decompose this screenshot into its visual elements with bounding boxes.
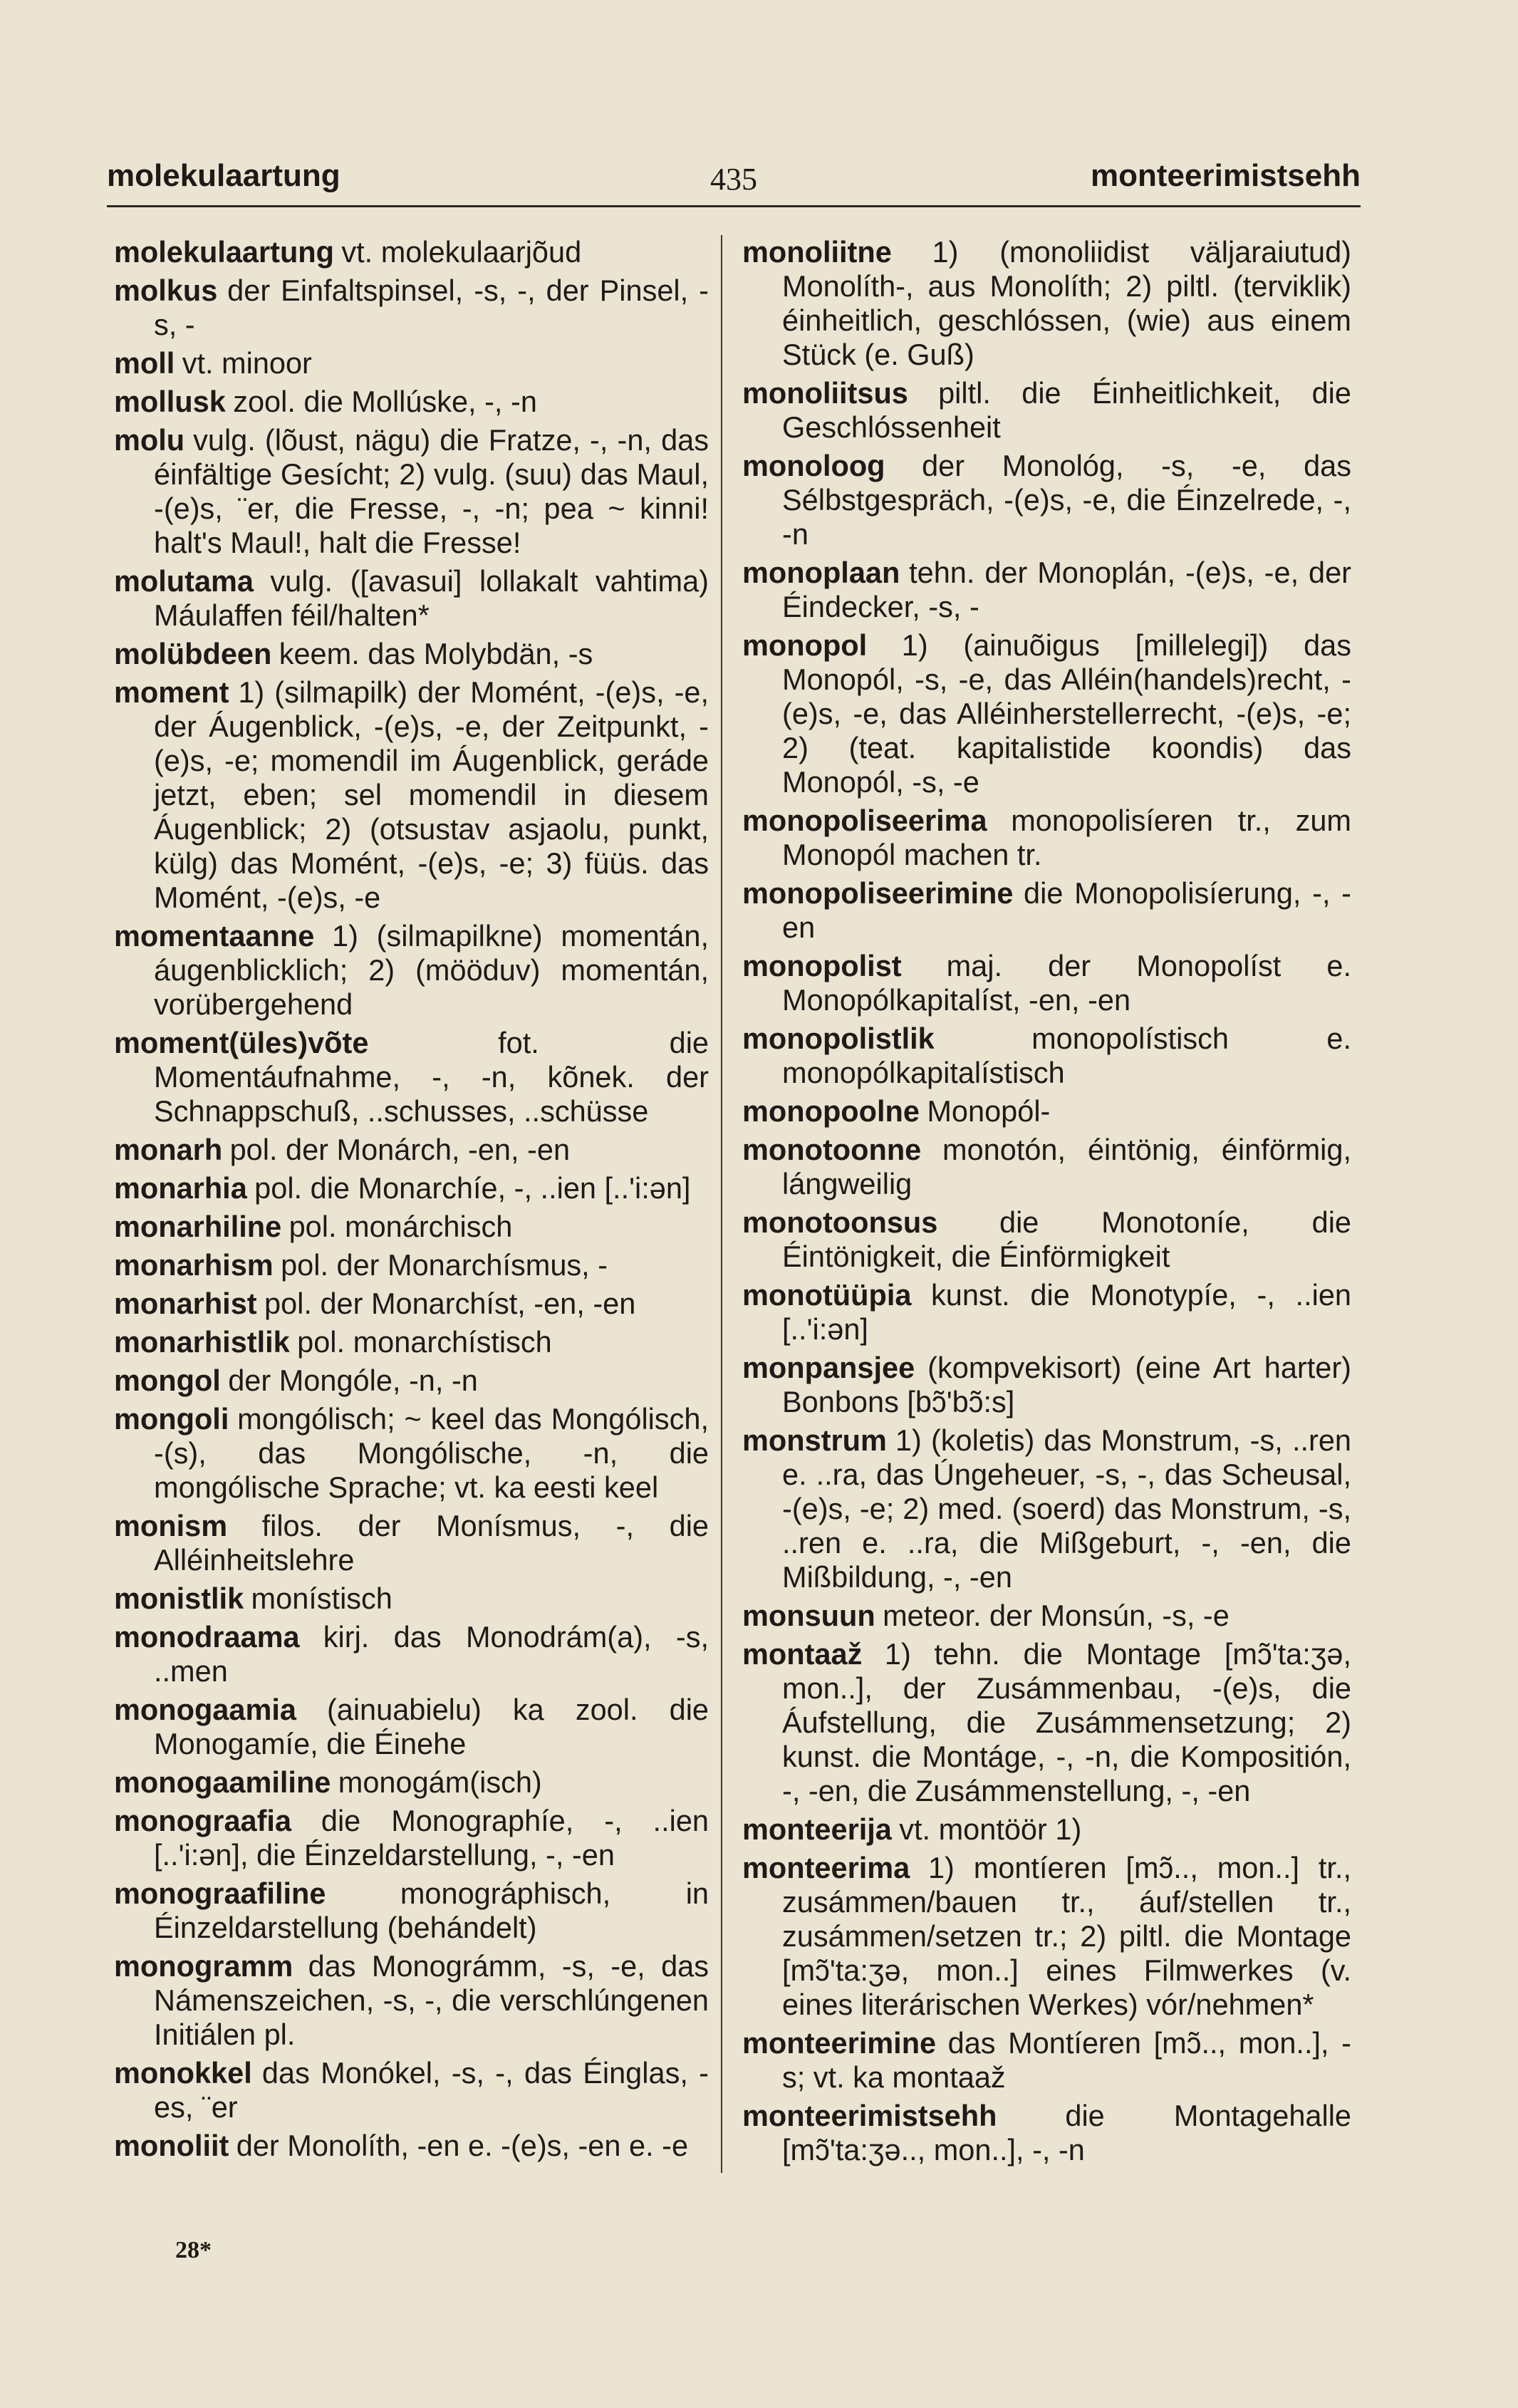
entry-headword: monoloog [742, 449, 885, 482]
dictionary-entry [114, 637, 709, 671]
entry-definition: das Montíeren [mɔ̃.., mon..], -s; vt. ka montaaž [782, 2026, 1352, 2094]
entry-headword: moment(üles)võte [114, 1026, 369, 1059]
entry-definition: (ainuabielu) ka zool. die Monogamíe, die Éinehe [154, 1693, 709, 1760]
dictionary-entry [114, 423, 709, 560]
dictionary-entry [742, 804, 1351, 872]
entry-headword: molu [114, 423, 185, 457]
entry-headword: mongoli [114, 1402, 229, 1436]
dictionary-entry [114, 2129, 709, 2163]
right-guide-word: monteerimistsehh [1091, 158, 1361, 193]
entry-definition: Monopól- [927, 1094, 1051, 1128]
entry-definition: tehn. der Monoplán, -(e)s, -e, der Éindecker, -s, - [782, 556, 1352, 623]
entry-headword: monpansjee [742, 1351, 915, 1384]
dictionary-entry [114, 1287, 709, 1321]
entry-definition: mongólisch; ~ keel das Mongólisch, -(s), das Mongólische, -n, die mongólische Sprache; vt. ka eesti keel [154, 1402, 709, 1504]
left-guide-word: molekulaartung [107, 158, 340, 193]
entry-definition: pol. die Monarchíe, -, ..ien [..'i:ən] [254, 1171, 691, 1205]
entry-definition: 1) (koletis) das Monstrum, -s, ..ren e. ..ra, das Úngeheuer, -s, -, das Scheusal, -(e)s, -e; 2) med. (soerd) das Monstrum, -s, ..ren e. ..ra, die Mißgeburt, -, -en, die Mißbildung, -, -en [782, 1423, 1351, 1594]
page-number: 435 [710, 162, 757, 197]
dictionary-entry [742, 1351, 1351, 1419]
entry-headword: monsuun [742, 1599, 875, 1632]
entry-headword: monotüüpia [742, 1278, 912, 1312]
dictionary-entry [114, 1949, 709, 2052]
dictionary-entry [114, 919, 709, 1022]
dictionary-entry [114, 1026, 709, 1128]
entry-definition: pol. der Monárch, -en, -en [229, 1133, 571, 1166]
entry-definition: filos. der Monísmus, -, die Alléinheitslehre [154, 1509, 709, 1577]
dictionary-entry [114, 1210, 709, 1244]
entry-headword: moment [114, 675, 229, 709]
entry-definition: der Mongóle, -n, -n [228, 1364, 478, 1397]
dictionary-entry [742, 376, 1351, 445]
entry-definition: monístisch [251, 1582, 393, 1615]
dictionary-entry [742, 628, 1351, 799]
entry-headword: monoliitne [742, 235, 892, 269]
entry-headword: monteerima [742, 1851, 910, 1884]
dictionary-entry [114, 1693, 709, 1761]
entry-definition: monopolístisch e. monopólkapitalístisch [782, 1022, 1351, 1089]
entry-headword: moll [114, 346, 175, 380]
entry-headword: monodraama [114, 1620, 300, 1654]
dictionary-entry [114, 675, 709, 915]
dictionary-entry [114, 1364, 709, 1398]
entry-headword: montaaž [742, 1637, 863, 1671]
dictionary-entry [742, 1812, 1351, 1847]
dictionary-entry [114, 235, 709, 269]
dictionary-entry [114, 1620, 709, 1688]
entry-headword: monteerija [742, 1812, 892, 1846]
entry-definition: die Monographíe, -, ..ien [..'i:ən], die Éinzeldarstellung, -, -en [154, 1804, 709, 1872]
dictionary-entry [114, 1877, 709, 1945]
entry-definition: 1) (silmapilkne) momentán, áugenblicklich; 2) (mööduv) momentán, vorübergehend [154, 919, 709, 1021]
dictionary-entry [742, 556, 1351, 624]
entry-definition: 1) (monoliidist väljaraiutud) Monolíth-, aus Monolíth; 2) piltl. (terviklik) éinheitlich, geschlóssen, (wie) aus einem Stück (e. Guß) [782, 235, 1351, 371]
entry-definition: 1) tehn. die Montage [mɔ̃'ta:ʒə, mon..], der Zusámmenbau, -(e)s, die Áufstellung, die Zusámmensetzung; 2) kunst. die Montáge, -, -n, die Kompositión, -, -en, die Zusámmenstellung, -, -en [782, 1637, 1351, 1807]
entry-headword: monteerimistsehh [742, 2099, 997, 2132]
entry-headword: momentaanne [114, 919, 315, 953]
entry-definition: pol. der Monarchísmus, - [281, 1248, 608, 1282]
dictionary-entry [742, 876, 1351, 945]
dictionary-entry [114, 346, 709, 380]
entry-definition: die Monopolisíerung, -, -en [782, 876, 1351, 944]
entry-definition: monopolisíeren tr., zum Monopól machen tr. [782, 804, 1351, 871]
dictionary-entry [742, 1637, 1351, 1808]
entry-definition: vulg. ([avasui] lollakalt vahtima) Máulaffen féil/halten* [154, 564, 709, 632]
entry-definition: meteor. der Monsún, -s, -e [883, 1599, 1230, 1632]
dictionary-entry [742, 449, 1351, 551]
dictionary-entry [742, 1851, 1351, 2022]
entry-definition: das Monográmm, -s, -e, das Námenszeichen, -s, -, die verschlúngenen Initiálen pl. [154, 1949, 709, 2051]
dictionary-entry [742, 2099, 1351, 2167]
entry-headword: monograafia [114, 1804, 292, 1837]
dictionary-entry [742, 949, 1351, 1017]
entry-headword: monoliit [114, 2129, 229, 2162]
dictionary-entry [114, 1765, 709, 1800]
entry-headword: monogaamiline [114, 1765, 331, 1799]
entry-definition: 1) (silmapilk) der Momént, -(e)s, -e, der Áugenblick, -(e)s, -e, der Zeitpunkt, -(e)s, -e; momendil im Áugenblick, geráde jetzt, eben; sel momendil in diesem Áugenblick; 2) (otsustav asjaolu, punkt, külg) das Momént, -(e)s, -e; 3) füüs. das Momént, -(e)s, -e [154, 675, 709, 914]
entry-headword: monopoolne [742, 1094, 920, 1128]
entry-headword: monopolist [742, 949, 902, 982]
entry-definition: (kompvekisort) (eine Art harter) Bonbons [bɔ̃'bɔ̃:s] [782, 1351, 1352, 1418]
entry-definition: der Monológ, -s, -e, das Sélbstgespräch, -(e)s, -e, die Éinzelrede, -, -n [782, 449, 1352, 551]
entry-headword: monoplaan [742, 556, 900, 589]
entry-definition: 1) montíeren [mɔ̃.., mon..] tr., zusámmen/bauen tr., áuf/stellen tr., zusámmen/setzen tr.; 2) piltl. die Montage [mɔ̃'ta:ʒə, mon..] eines Filmwerkes (v. eines literárischen Werkes) vór/nehmen* [782, 1851, 1351, 2021]
entry-headword: monteerimine [742, 2026, 937, 2060]
dictionary-entry [114, 2056, 709, 2124]
dictionary-entry [742, 2026, 1351, 2095]
dictionary-entry [742, 1278, 1351, 1346]
entry-headword: monopol [742, 628, 868, 662]
page-header [107, 158, 1361, 208]
dictionary-entry [742, 1423, 1351, 1594]
entry-definition: vt. minoor [182, 346, 312, 380]
dictionary-entry [114, 564, 709, 633]
entry-headword: monokkel [114, 2056, 252, 2090]
dictionary-entry [742, 1022, 1351, 1090]
dictionary-entry [114, 1804, 709, 1872]
entry-headword: monogramm [114, 1949, 293, 1983]
entry-headword: monopoliseerimine [742, 876, 1014, 910]
dictionary-entry [742, 1133, 1351, 1201]
entry-definition: pol. der Monarchíst, -en, -en [264, 1287, 636, 1320]
entry-headword: monarh [114, 1133, 223, 1166]
entry-headword: monarhiline [114, 1210, 282, 1243]
entry-headword: monopolistlik [742, 1022, 935, 1055]
entry-definition: der Einfaltspinsel, -s, -, der Pinsel, -s, - [154, 274, 709, 341]
entry-headword: molekulaartung [114, 235, 335, 269]
entry-definition: piltl. die Éinheitlichkeit, die Geschlóssenheit [782, 376, 1351, 444]
entry-headword: monotoonne [742, 1133, 922, 1166]
entry-headword: monism [114, 1509, 228, 1542]
entry-headword: molutama [114, 564, 254, 598]
entry-definition: fot. die Momentáufnahme, -, -n, kõnek. der Schnappschuß, ..schusses, ..schüsse [154, 1026, 709, 1128]
entry-definition: zool. die Mollúske, -, -n [233, 385, 537, 418]
entry-headword: monarhist [114, 1287, 257, 1320]
entry-definition: vulg. (lõust, nägu) die Fratze, -, -n, das éinfältige Gesícht; 2) vulg. (suu) das Maul, -(e)s, ¨er, die Fresse, -, -n; pea ~ kinni! halt's Maul!, halt die Fresse! [154, 423, 709, 559]
signature-mark: 28* [175, 2237, 212, 2263]
entry-headword: monograafiline [114, 1877, 326, 1910]
entry-headword: monarhism [114, 1248, 274, 1282]
entry-definition: monográphisch, in Éinzeldarstellung (behándelt) [154, 1877, 709, 1944]
column-divider [721, 235, 722, 2173]
entry-definition: das Monókel, -s, -, das Éinglas, -es, ¨er [154, 2056, 709, 2124]
entry-definition: kirj. das Monodrám(a), -s, ..men [154, 1620, 709, 1688]
entry-definition: maj. der Monopolíst e. Monopólkapitalíst, -en, -en [782, 949, 1351, 1017]
dictionary-entry [742, 1599, 1351, 1633]
entry-headword: monarhia [114, 1171, 247, 1205]
entry-definition: vt. molekulaarjõud [341, 235, 582, 269]
entry-headword: monoliitsus [742, 376, 908, 410]
entry-definition: pol. monárchisch [288, 1210, 513, 1243]
dictionary-entry [114, 1325, 709, 1359]
dictionary-entry [742, 1205, 1351, 1274]
entry-headword: monstrum [742, 1423, 887, 1457]
entry-headword: mongol [114, 1364, 221, 1397]
entry-headword: monopoliseerima [742, 804, 987, 837]
entry-headword: monotoonsus [742, 1205, 938, 1239]
entry-headword: monistlik [114, 1582, 244, 1615]
dictionary-entry [114, 1582, 709, 1616]
entry-definition: monogám(isch) [338, 1765, 542, 1799]
dictionary-entry [114, 385, 709, 419]
dictionary-entry [114, 274, 709, 342]
dictionary-entry [114, 1402, 709, 1505]
left-column [114, 235, 709, 2167]
dictionary-entry [114, 1133, 709, 1167]
entry-definition: kunst. die Monotypíe, -, ..ien [..'i:ən] [782, 1278, 1351, 1346]
entry-headword: molübdeen [114, 637, 272, 670]
entry-headword: monogaamia [114, 1693, 296, 1726]
entry-headword: monarhistlik [114, 1325, 290, 1359]
dictionary-entry [742, 235, 1351, 372]
entry-definition: die Monotoníe, die Éintönigkeit, die Éinförmigkeit [782, 1205, 1352, 1273]
entry-definition: keem. das Molybdän, -s [279, 637, 593, 670]
entry-definition: 1) (ainuõigus [millelegi]) das Monopól, -s, -e, das Alléin(handels)recht, -(e)s, -e, das Alléinherstellerrecht, -(e)s, -e; 2) (teat. kapitalistide koondis) das Monopól, -s, -e [782, 628, 1351, 799]
dictionary-entry [114, 1509, 709, 1577]
entry-headword: mollusk [114, 385, 226, 418]
dictionary-entry [114, 1248, 709, 1282]
entry-definition: der Monolíth, -en e. -(e)s, -en e. -e [236, 2129, 689, 2162]
right-column [742, 235, 1351, 2171]
entry-definition: vt. montöör 1) [899, 1812, 1082, 1846]
entry-definition: pol. monarchístisch [297, 1325, 552, 1359]
entry-definition: monotón, éintönig, éinförmig, lángweilig [782, 1133, 1351, 1200]
entry-definition: die Montagehalle [mɔ̃'ta:ʒə.., mon..], -, -n [782, 2099, 1352, 2166]
header-rule [107, 205, 1361, 207]
entry-headword: molkus [114, 274, 218, 307]
dictionary-entry [114, 1171, 709, 1205]
dictionary-entry [742, 1094, 1351, 1128]
